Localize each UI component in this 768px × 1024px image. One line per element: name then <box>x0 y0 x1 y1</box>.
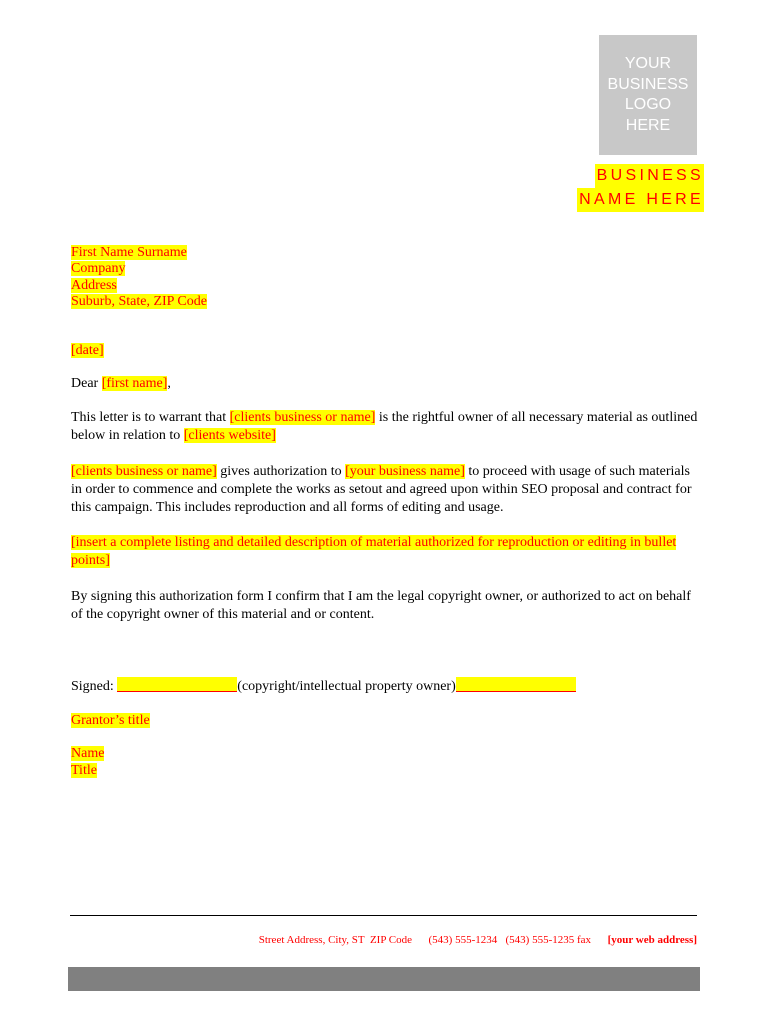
para2-business-placeholder: [your business name] <box>345 464 465 479</box>
footer-bar <box>68 967 700 991</box>
para2-client-placeholder: [clients business or name] <box>71 464 217 479</box>
footer-fax: (543) 555-1235 fax <box>505 934 592 946</box>
salutation-name: [first name] <box>101 376 168 391</box>
signature-line <box>71 677 701 696</box>
paragraph-ownership <box>71 409 701 445</box>
signature-blank <box>117 677 237 692</box>
recipient-name: First Name Surname <box>71 245 187 260</box>
salutation-prefix: Dear <box>71 376 102 391</box>
para1-client-placeholder: [clients business or name] <box>229 410 376 425</box>
footer-phone: (543) 555-1234 <box>428 934 498 946</box>
para2-text1: gives authorization to <box>216 464 346 479</box>
salutation <box>71 375 701 393</box>
date-line <box>71 342 701 360</box>
para1-text2: is the rightful owner of all necessary material as outlined below in relation to <box>71 410 698 443</box>
signed-label: Signed: <box>71 679 118 694</box>
logo-line: YOUR <box>624 55 672 72</box>
grantor-title-line <box>71 712 701 730</box>
signature-blank-2 <box>456 677 576 692</box>
logo-line: HERE <box>625 116 671 134</box>
business-name <box>577 164 704 212</box>
signed-owner-text: (copyright/intellectual property owner) <box>237 679 456 694</box>
paragraph-authorization <box>71 463 701 517</box>
logo-placeholder <box>599 35 697 155</box>
recipient-address-block <box>71 245 207 310</box>
paragraph-material-listing <box>71 534 701 570</box>
logo-line: BUSINESS <box>607 75 689 93</box>
para2-text2: to proceed with usage of such materials in order to commence and complete the works as setout and agreed upon within SEO proposal and contract for this campaign. This includes reproduction and all forms of editing and usage. <box>71 464 692 515</box>
footer-web-address: [your web address] <box>607 934 697 946</box>
footer-address: Street Address, City, ST ZIP Code <box>258 934 413 946</box>
business-name-line2: NAME HERE <box>577 188 704 212</box>
recipient-suburb: Suburb, State, ZIP Code <box>71 293 207 309</box>
footer-divider <box>70 915 697 916</box>
signer-block <box>71 745 701 779</box>
signer-name: Name <box>71 746 105 761</box>
confirmation-text: By signing this authorization form I confirm that I am the legal copyright owner, or authorized to act on behalf of the copyright owner of this material and or content. <box>71 589 691 622</box>
recipient-address: Address <box>71 277 117 293</box>
para1-text1: This letter is to warrant that <box>71 410 230 425</box>
business-name-line1: BUSINESS <box>595 164 704 188</box>
recipient-company: Company <box>71 261 126 277</box>
signer-title: Title <box>71 763 97 778</box>
date-placeholder: [date] <box>71 343 104 358</box>
footer-contact <box>259 934 697 946</box>
logo-line: LOGO <box>624 96 672 113</box>
material-listing-placeholder: [insert a complete listing and detailed description of material authorized for reproduction or editing in bullet points] <box>71 535 677 568</box>
grantor-title: Grantor’s title <box>71 713 150 728</box>
para1-website-placeholder: [clients website] <box>183 428 276 443</box>
salutation-suffix: , <box>167 376 171 391</box>
paragraph-confirmation <box>71 588 701 624</box>
